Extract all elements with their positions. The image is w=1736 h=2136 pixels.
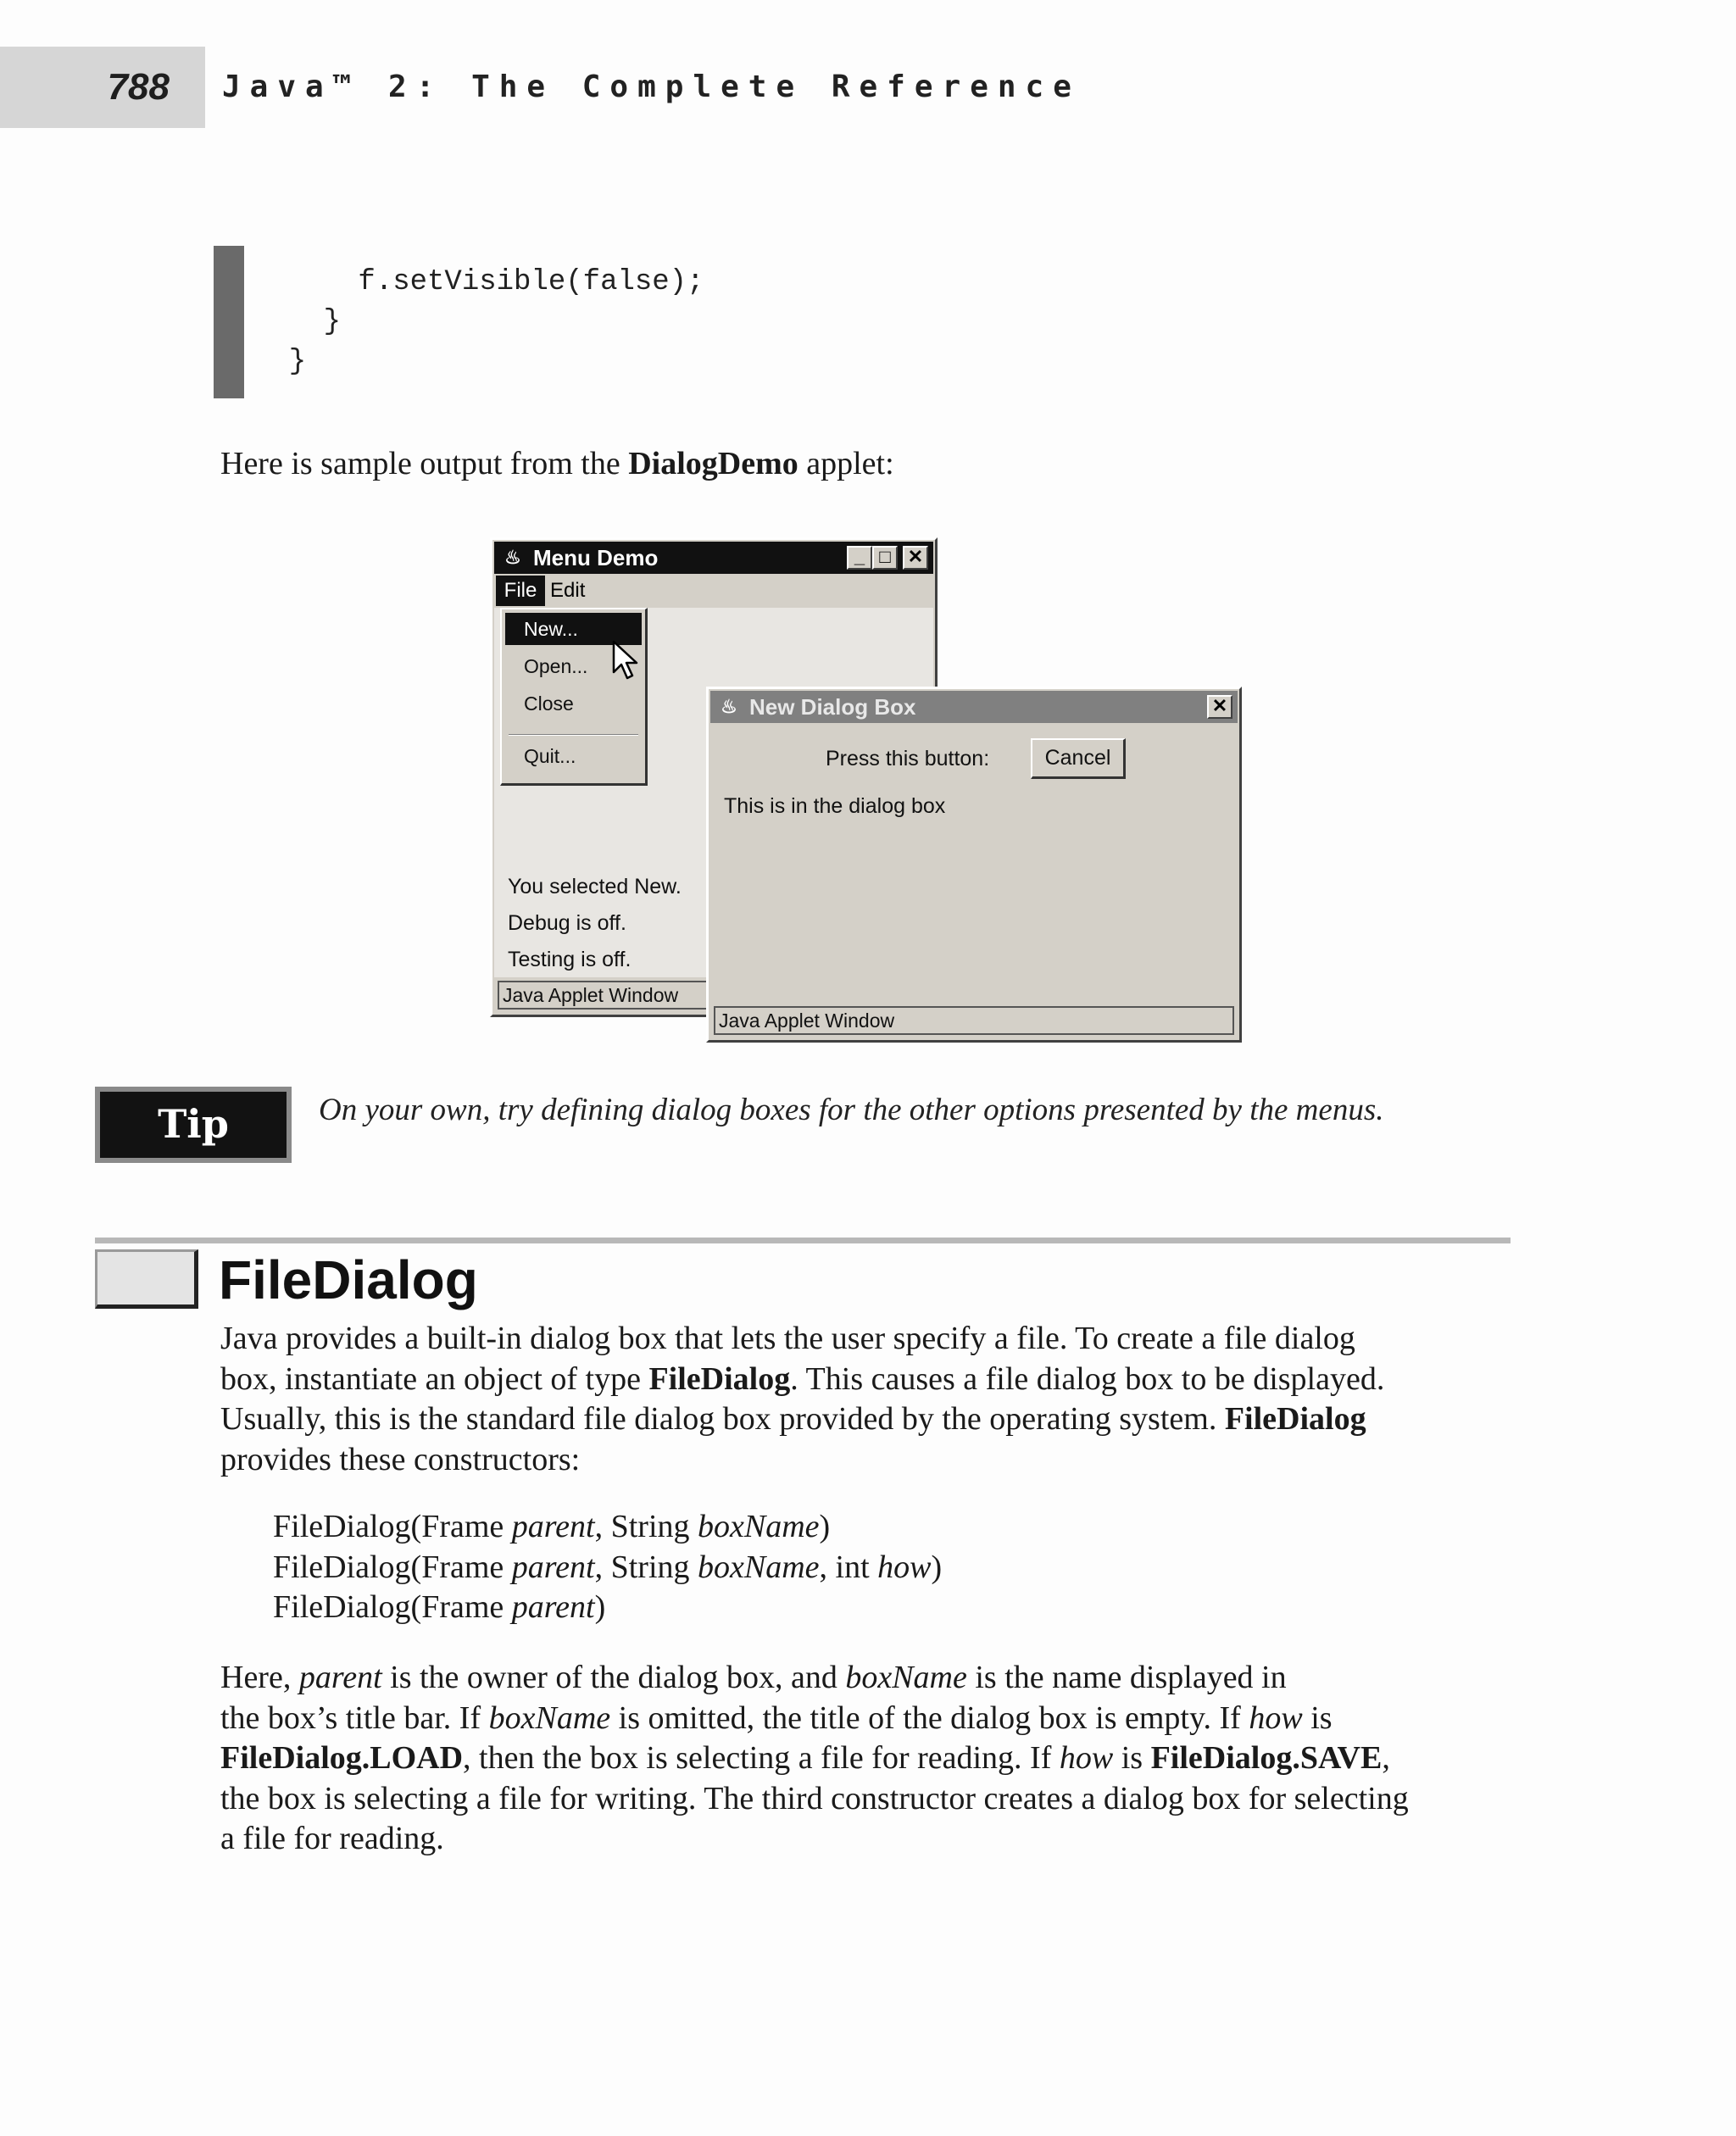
- menu-separator: [509, 734, 638, 736]
- text-line: box, instantiate an object of type FileDialog. This causes a file dialog box to be displayed.: [220, 1360, 1385, 1397]
- mouse-pointer-icon: [612, 640, 641, 681]
- class-name: DialogDemo: [628, 446, 798, 481]
- text-line: provides these constructors:: [220, 1441, 581, 1477]
- running-head: Java™ 2: The Complete Reference: [222, 70, 1081, 104]
- menu-file[interactable]: File: [496, 576, 545, 606]
- dialog-title: New Dialog Box: [749, 694, 916, 720]
- text-line: FileDialog.LOAD, then the box is selecting a file for reading. If how is FileDialog.SAVE,: [220, 1740, 1390, 1776]
- page-number: 788: [107, 66, 170, 108]
- section-heading: FileDialog: [219, 1249, 478, 1310]
- tip-badge: [95, 1087, 292, 1163]
- dialog-message: This is in the dialog box: [724, 794, 946, 818]
- code-line: }: [254, 346, 307, 378]
- code-line: f.setVisible(false);: [254, 266, 704, 298]
- applet-status-bar: Java Applet Window: [498, 981, 930, 1010]
- java-cup-icon: ♨: [721, 696, 737, 717]
- menu-demo-title-bar: [494, 542, 933, 574]
- constructor-signature: FileDialog(Frame parent): [273, 1589, 606, 1625]
- text-line: the box is selecting a file for writing. The third constructor creates a dialog box for selecting: [220, 1780, 1409, 1816]
- cancel-button[interactable]: Cancel: [1031, 738, 1126, 779]
- dialog-title-bar: [710, 691, 1238, 723]
- menu-edit[interactable]: Edit: [550, 579, 586, 602]
- text-line: a file for reading.: [220, 1821, 444, 1856]
- code-margin-bar: [214, 246, 244, 398]
- dialog-client-area: [710, 725, 1238, 1003]
- body-paragraph: [220, 1658, 1509, 1860]
- text-line: Usually, this is the standard file dialog box provided by the operating system. FileDialog: [220, 1401, 1366, 1437]
- menu-item-open[interactable]: Open...: [524, 655, 588, 677]
- minimize-icon[interactable]: _: [847, 546, 872, 570]
- code-line: }: [254, 306, 342, 338]
- text-line: Here, parent is the owner of the dialog box, and boxName is the name displayed in: [220, 1660, 1287, 1695]
- status-messages: [508, 869, 682, 978]
- body-paragraph: [220, 1319, 1509, 1480]
- status-line: Testing is off.: [508, 948, 632, 971]
- menu-bar: [494, 576, 933, 606]
- tip-label: Tip: [100, 1092, 287, 1158]
- maximize-icon[interactable]: □: [872, 546, 898, 570]
- new-dialog-box-window: [706, 687, 1242, 1043]
- tip-text: On your own, try defining dialog boxes for the other options presented by the menus.: [319, 1093, 1384, 1127]
- menu-item-quit[interactable]: Quit...: [524, 745, 576, 767]
- class-name: FileDialog: [648, 1360, 791, 1397]
- section-marker-box: [95, 1249, 198, 1309]
- constructor-signature: FileDialog(Frame parent, String boxName, int how): [273, 1549, 943, 1585]
- close-icon[interactable]: ✕: [1207, 695, 1232, 719]
- applet-status-bar: Java Applet Window: [714, 1006, 1234, 1035]
- status-line: You selected New.: [508, 875, 682, 898]
- code-listing: [254, 263, 704, 382]
- constructor-signature: FileDialog(Frame parent, String boxName): [273, 1509, 831, 1544]
- window-title: Menu Demo: [533, 545, 659, 570]
- file-menu-dropdown: [500, 608, 648, 786]
- menu-item-new[interactable]: New...: [505, 613, 642, 645]
- close-icon[interactable]: ✕: [903, 546, 928, 570]
- status-line: Debug is off.: [508, 911, 626, 935]
- text-line: Java provides a built-in dialog box that lets the user specify a file. To create a file dialog: [220, 1321, 1355, 1356]
- intro-paragraph: Here is sample output from the DialogDemo applet:: [220, 446, 894, 481]
- text-line: the box’s title bar. If boxName is omitted, the title of the dialog box is empty. If how is: [220, 1699, 1333, 1736]
- constructor-list: [273, 1507, 942, 1628]
- class-name: FileDialog: [1224, 1401, 1366, 1437]
- press-button-label: Press this button:: [826, 747, 990, 770]
- menu-item-close[interactable]: Close: [524, 693, 574, 715]
- java-cup-icon: ♨: [504, 547, 521, 568]
- section-rule: [95, 1238, 1511, 1243]
